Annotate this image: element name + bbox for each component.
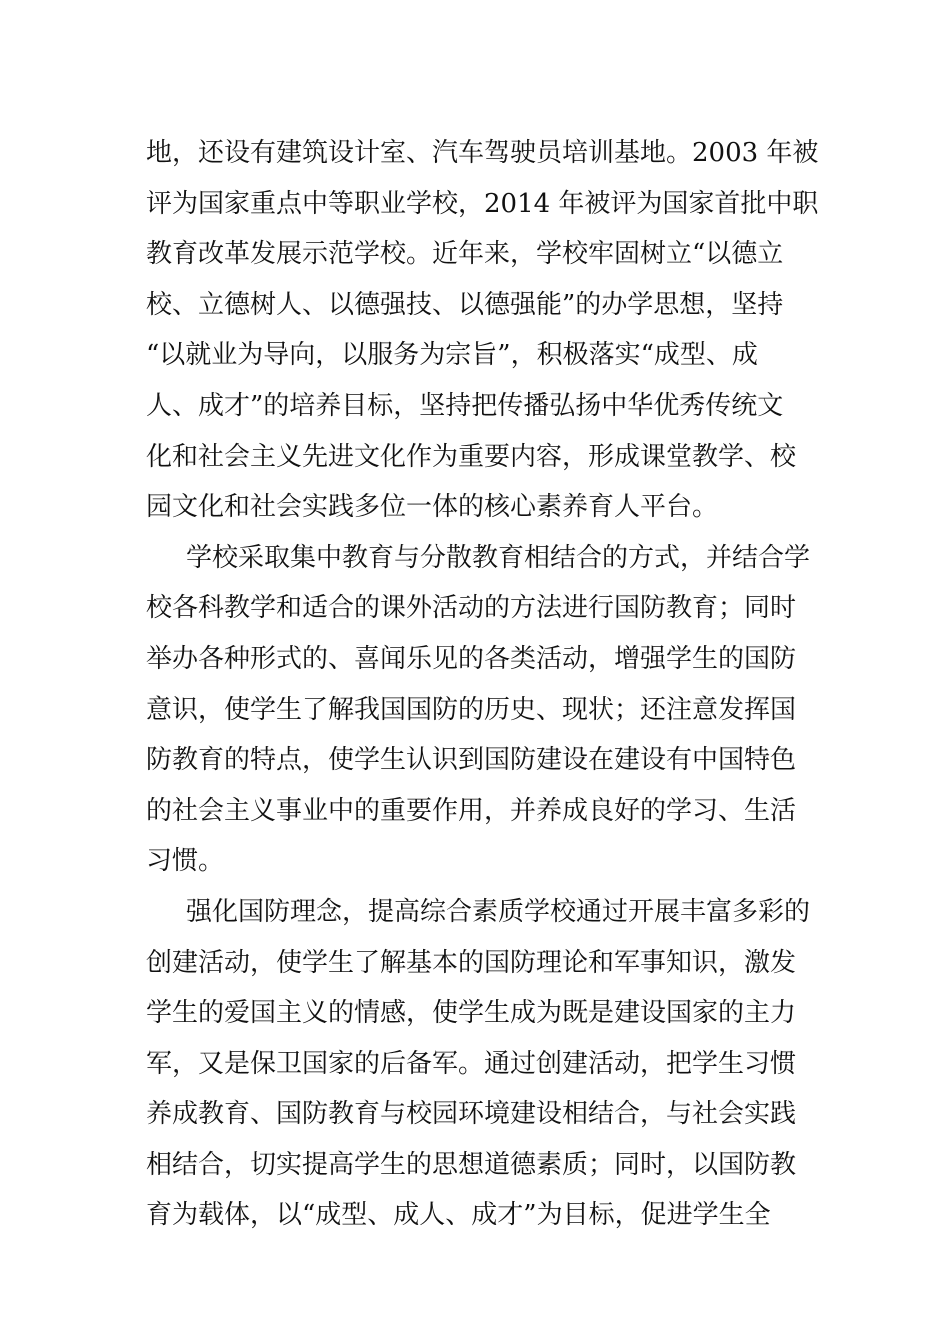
text-line: 化和社会主义先进文化作为重要内容，形成课堂教学、校 — [146, 441, 797, 472]
text-line: 相结合，切实提高学生的思想道德素质；同时，以国防教 — [146, 1149, 797, 1180]
text-line: 育为载体，以“成型、成人、成才”为目标，促进学生全 — [146, 1200, 771, 1231]
text-line: 的社会主义事业中的重要作用，并养成良好的学习、生活 — [146, 795, 797, 826]
paragraph-2 — [146, 533, 811, 887]
text-line: 校、立德树人、以德强技、以德强能”的办学思想，坚持 — [146, 289, 784, 320]
text-line: 养成教育、国防教育与校园环境建设相结合，与社会实践 — [146, 1099, 797, 1130]
text-line: 地，还设有建筑设计室、汽车驾驶员培训基地。2003 年被 — [146, 138, 819, 168]
text-line: 学生的爱国主义的情感，使学生成为既是建设国家的主力 — [146, 998, 797, 1029]
text-line: 教育改革发展示范学校。近年来，学校牢固树立“以德立 — [146, 239, 784, 270]
document-body — [146, 128, 819, 1241]
text-line: 园文化和社会实践多位一体的核心素养育人平台。 — [146, 492, 719, 523]
text-line: 意识，使学生了解我国国防的历史、现状；还注意发挥国 — [146, 694, 797, 725]
text-line: “以就业为导向，以服务为宗旨”，积极落实“成型、成 — [146, 340, 758, 371]
text-line: 人、成才”的培养目标，坚持把传播弘扬中华优秀传统文 — [146, 390, 784, 421]
text-line: 创建活动，使学生了解基本的国防理论和军事知识，激发 — [146, 947, 797, 978]
paragraph-1 — [146, 128, 819, 533]
text-line: 举办各种形式的、喜闻乐见的各类活动，增强学生的国防 — [146, 643, 797, 674]
text-line: 强化国防理念，提高综合素质学校通过开展丰富多彩的 — [186, 896, 811, 927]
text-line: 校各科教学和适合的课外活动的方法进行国防教育；同时 — [146, 593, 797, 624]
text-line: 习惯。 — [146, 846, 225, 877]
paragraph-3 — [146, 887, 811, 1241]
text-line: 军，又是保卫国家的后备军。通过创建活动，把学生习惯 — [146, 1048, 797, 1079]
text-line: 防教育的特点，使学生认识到国防建设在建设有中国特色 — [146, 745, 797, 776]
text-line: 学校采取集中教育与分散教育相结合的方式，并结合学 — [186, 542, 811, 573]
text-line: 评为国家重点中等职业学校，2014 年被评为国家首批中职 — [146, 188, 819, 219]
